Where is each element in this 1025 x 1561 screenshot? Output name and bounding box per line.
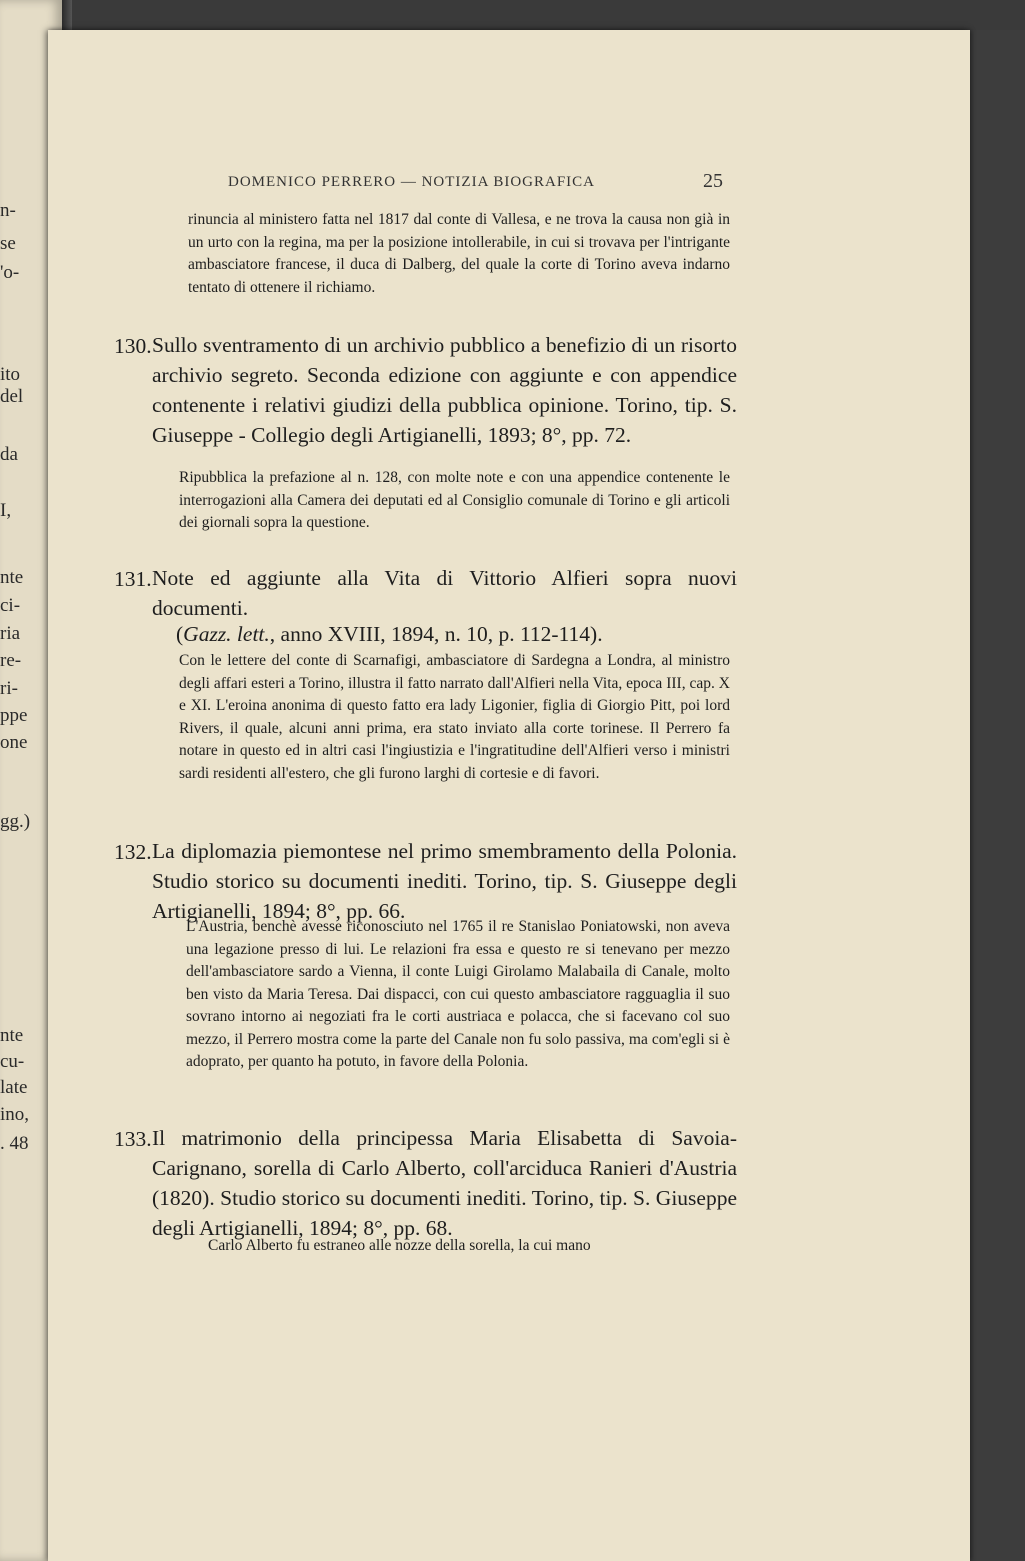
left-fragment: ria [0, 623, 21, 644]
entry-note: Ripubblica la prefazione al n. 128, con molte note e con una appendice contenente le interrogazioni alla Camera dei deputati ed al Consiglio comunale di Torino e gli articoli dei giornali sopra la questione. [179, 469, 730, 531]
citation-details: , anno XVIII, 1894, n. 10, p. 112-114). [269, 622, 603, 646]
left-fragment: re- [0, 650, 22, 671]
left-fragment: late [0, 1077, 28, 1098]
left-fragment: nte [0, 1025, 24, 1046]
entry-note: L'Austria, benchè avesse riconosciuto nel 1765 il re Stanislao Poniatowski, non aveva una legazione presso di lui. Le relazioni fra essa e questo re si tenevano per mezzo dell'ambasciatore sardo a Vienna, il conte Luigi Girolamo Malabaila di Canale, molto ben visto da Maria Teresa. Dai dispacci, con cui questo ambasciatore ragguaglia il suo sovrano intorno ai negoziati fra le corti austriaca e polacca, che si facevano col suo mezzo, il Perrero mostra come la parte del Canale non fu solo passiva, ma com'egli si è adoprato, per quanto ha potuto, in favore della Polonia. [186, 918, 730, 1070]
entry-number: 130. [114, 334, 152, 358]
left-fragment: one [0, 732, 28, 753]
left-fragment: se [0, 233, 16, 254]
left-fragment: n- [0, 200, 16, 221]
left-fragment: 'o- [0, 262, 20, 283]
journal-name: Gazz. lett. [183, 622, 270, 646]
left-fragment: da [0, 444, 18, 465]
left-fragment: del [0, 386, 24, 407]
entry-number: 133. [114, 1127, 152, 1151]
entry-citation: (Gazz. lett., anno XVIII, 1894, n. 10, p. 112-114). [176, 622, 603, 646]
entry-title: Sullo sventramento di un archivio pubblico a benefizio di un risorto archivio segreto. Seconda edizione con aggiunte e con appendice contenente i relativi giudizi della pubblica opinione. Torino, tip. S. Giuseppe - Collegio degli Artigianelli, 1893; 8°, pp. 72. [152, 333, 737, 447]
left-fragment: . 48 [0, 1133, 29, 1154]
intro-note: rinuncia al ministero fatta nel 1817 dal conte di Vallesa, e ne trova la causa non già in un urto con la regina, ma per la posizione intollerabile, in cui si trovava per l'intrigante ambasciatore francese, il duca di Dalberg, del quale la corte di Torino aveva indarno tentato di ottenere il richiamo. [188, 211, 730, 296]
background-edge [970, 30, 1025, 1561]
entry-title: Il matrimonio della principessa Maria Elisabetta di Savoia-Carignano, sorella di Carlo Alberto, coll'arciduca Ranieri d'Austria (1820). Studio storico su documenti inediti. Torino, tip. S. Giuseppe degli Artigianelli, 1894; 8°, pp. 68. [152, 1126, 737, 1240]
left-fragment: I, [0, 500, 12, 521]
left-fragment: ri- [0, 678, 18, 699]
entry-note: Carlo Alberto fu estraneo alle nozze della sorella, la cui mano [208, 1237, 591, 1254]
entry-title: La diplomazia piemontese nel primo smembramento della Polonia. Studio storico su documenti inediti. Torino, tip. S. Giuseppe degli Artigianelli, 1894; 8°, pp. 66. [152, 839, 737, 923]
left-fragment: ppe [0, 705, 28, 726]
entry-number: 131. [114, 567, 152, 591]
running-title: DOMENICO PERRERO — NOTIZIA BIOGRAFICA [228, 174, 596, 190]
page-number: 25 [703, 170, 723, 192]
left-fragment: cu- [0, 1051, 25, 1072]
left-fragment: nte [0, 567, 24, 588]
entry-note: Con le lettere del conte di Scarnafigi, ambasciatore di Sardegna a Londra, al ministro degli affari esteri a Torino, illustra il fatto narrato dall'Alfieri nella Vita, epoca III, cap. X e XI. L'eroina anonima di questo fatto era lady Ligonier, figlia di Giorgio Pitt, poi lord Rivers, il quale, alcuni anni prima, era stato inviato alla corte torinese. Il Perrero fa notare in questo ed in altri casi l'ingiustizia e l'ingratitudine dell'Alfieri verso i ministri sardi residenti all'estero, che gli furono larghi di cortesie e di favori. [179, 652, 730, 782]
entry-title: Note ed aggiunte alla Vita di Vittorio Alfieri sopra nuovi documenti. [152, 566, 737, 620]
left-fragment: ci- [0, 595, 21, 616]
entry-number: 132. [114, 840, 152, 864]
left-fragment: ito [0, 364, 21, 385]
left-fragment: ino, [0, 1104, 30, 1125]
left-fragment: gg.) [0, 811, 31, 832]
